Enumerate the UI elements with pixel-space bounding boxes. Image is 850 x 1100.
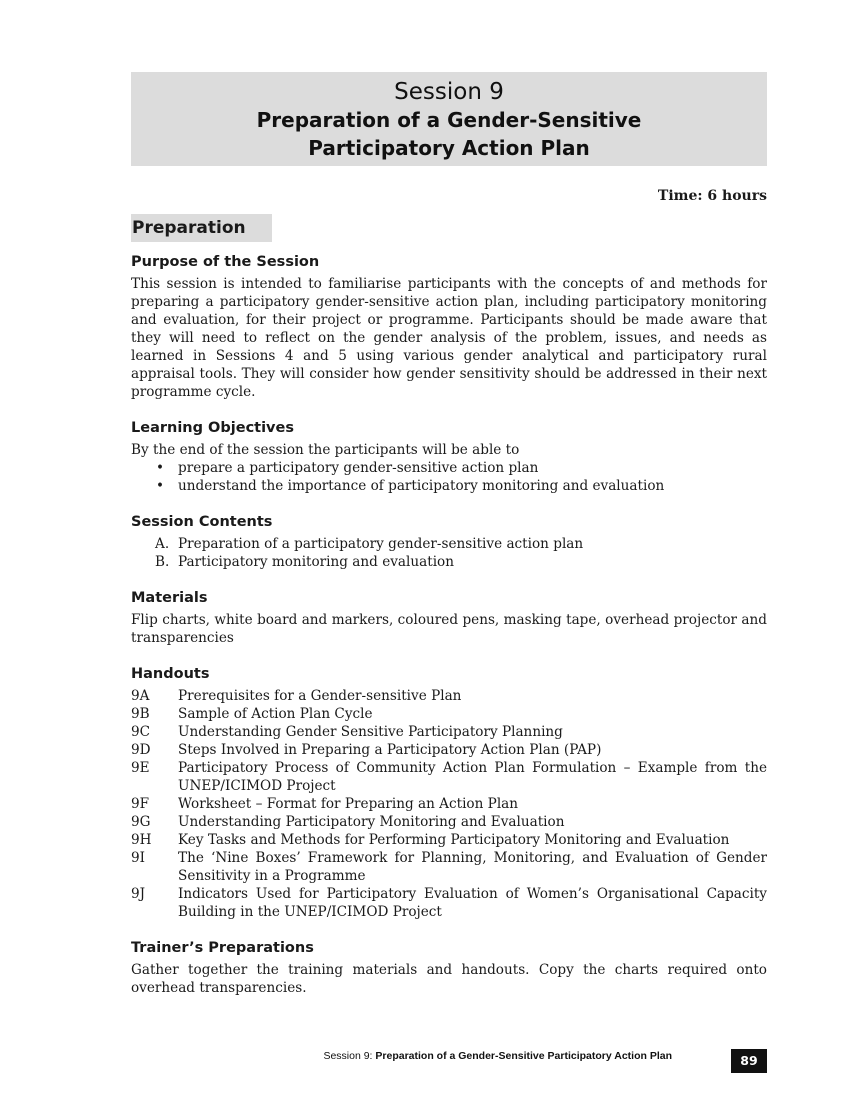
handout-item — [131, 687, 767, 705]
learning-objectives-heading: Learning Objectives — [131, 420, 294, 436]
session-contents-section — [131, 512, 767, 571]
running-footer — [323, 1049, 672, 1063]
footer-prefix: Session 9: — [323, 1050, 376, 1062]
purpose-section — [131, 252, 767, 401]
handout-item — [131, 885, 767, 921]
handout-title: Understanding Participatory Monitoring and Evaluation — [178, 814, 565, 830]
page-number: 89 — [731, 1049, 767, 1073]
session-title-line-1: Preparation of a Gender-Sensitive — [256, 108, 642, 132]
purpose-text: This session is intended to familiarise participants with the concepts of and methods for preparing a participatory gender-sensitive action plan, including participatory monitoring and evaluation, for their project or programme. Participants should be made aware that they will need to reflect on the gender analysis of the problem, issues, and needs as learned in Sessions 4 and 5 using various gender analytical and participatory rural appraisal tools. They will consider how gender sensitivity should be addressed in their next programme cycle. — [131, 276, 767, 400]
objective-text: understand the importance of participatory monitoring and evaluation — [178, 478, 665, 494]
handout-code: 9J — [131, 886, 146, 902]
handouts-heading: Handouts — [131, 666, 210, 682]
handout-code: 9A — [131, 688, 150, 704]
list-item — [131, 459, 767, 477]
session-duration: Time: 6 hours — [657, 188, 767, 204]
list-marker: A. — [155, 536, 170, 552]
handout-item — [131, 741, 767, 759]
handout-title: Indicators Used for Participatory Evaluation of Women’s Organisational Capacity Building in the UNEP/ICIMOD Project — [178, 886, 767, 920]
bullet-icon: • — [156, 478, 165, 494]
bullet-icon: • — [156, 460, 165, 476]
handout-code: 9B — [131, 706, 150, 722]
handout-title: Understanding Gender Sensitive Participatory Planning — [178, 724, 563, 740]
learning-objectives-intro: By the end of the session the participants will be able to — [131, 442, 520, 458]
list-item — [131, 477, 767, 495]
handout-title: Prerequisites for a Gender-sensitive Plan — [178, 688, 462, 704]
handout-code: 9D — [131, 742, 151, 758]
handout-item — [131, 705, 767, 723]
handout-item — [131, 813, 767, 831]
list-marker: B. — [155, 554, 170, 570]
document-page — [131, 72, 767, 997]
handout-code: 9E — [131, 760, 150, 776]
handout-item — [131, 723, 767, 741]
materials-heading: Materials — [131, 590, 208, 606]
handout-title: Steps Involved in Preparing a Participatory Action Plan (PAP) — [178, 742, 602, 758]
handout-item — [131, 795, 767, 813]
contents-item-text: Preparation of a participatory gender-sensitive action plan — [178, 536, 584, 552]
materials-section — [131, 588, 767, 647]
handout-title: Worksheet – Format for Preparing an Action Plan — [178, 796, 519, 812]
handout-title: The ‘Nine Boxes’ Framework for Planning, Monitoring, and Evaluation of Gender Sensitivity in a Programme — [178, 850, 767, 884]
handout-code: 9G — [131, 814, 151, 830]
trainer-preparations-section — [131, 938, 767, 997]
list-item — [131, 553, 767, 571]
materials-text: Flip charts, white board and markers, coloured pens, masking tape, overhead projector and transparencies — [131, 612, 767, 646]
list-item — [131, 535, 767, 553]
learning-objectives-list — [131, 459, 767, 495]
handout-code: 9I — [131, 850, 146, 866]
handout-code: 9C — [131, 724, 151, 740]
preparation-heading: Preparation — [131, 214, 272, 242]
handout-title: Participatory Process of Community Action Plan Formulation – Example from the UNEP/ICIMOD Project — [178, 760, 767, 794]
footer-title: Preparation of a Gender-Sensitive Participatory Action Plan — [375, 1050, 672, 1062]
handout-item — [131, 759, 767, 795]
handout-item — [131, 849, 767, 885]
session-title-line-2: Participatory Action Plan — [308, 136, 590, 160]
trainer-preparations-text: Gather together the training materials and handouts. Copy the charts required onto overhead transparencies. — [131, 962, 767, 996]
purpose-heading: Purpose of the Session — [131, 254, 320, 270]
handout-code: 9F — [131, 796, 150, 812]
session-title-banner — [131, 72, 767, 166]
handout-code: 9H — [131, 832, 152, 848]
contents-item-text: Participatory monitoring and evaluation — [178, 554, 454, 570]
session-contents-heading: Session Contents — [131, 514, 273, 530]
handouts-section — [131, 664, 767, 921]
handout-title: Sample of Action Plan Cycle — [178, 706, 373, 722]
handout-item — [131, 831, 767, 849]
session-label: Session 9 — [394, 79, 504, 105]
page-footer — [131, 1049, 767, 1073]
learning-objectives-section — [131, 418, 767, 495]
trainer-preparations-heading: Trainer’s Preparations — [131, 940, 314, 956]
handout-title: Key Tasks and Methods for Performing Participatory Monitoring and Evaluation — [178, 832, 730, 848]
objective-text: prepare a participatory gender-sensitive action plan — [178, 460, 539, 476]
